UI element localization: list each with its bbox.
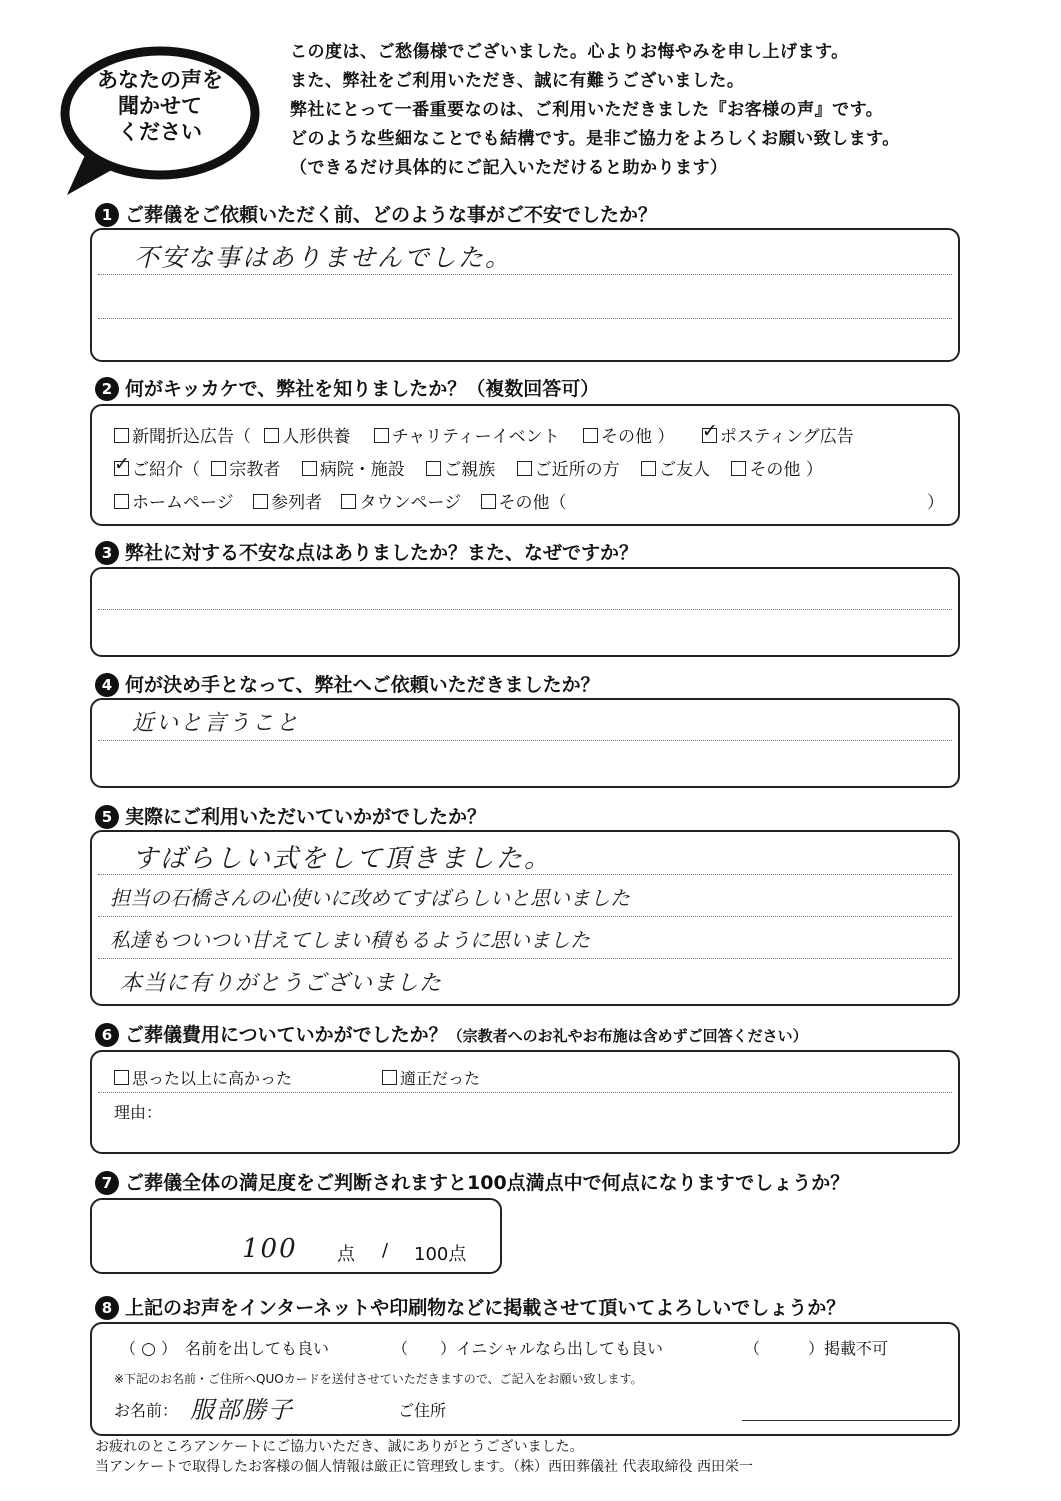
question-number: 1 bbox=[95, 203, 119, 227]
question-number: 5 bbox=[95, 805, 119, 829]
question-6-title: ご葬儀費用についていかがでしたか？ bbox=[125, 1024, 448, 1046]
question-5-heading bbox=[95, 802, 486, 829]
checkbox[interactable] bbox=[302, 461, 317, 476]
question-number: 8 bbox=[95, 1296, 119, 1320]
option-town-page[interactable]: タウンページ bbox=[341, 493, 461, 513]
bubble-line: 聞かせて bbox=[118, 94, 202, 118]
score-handwritten: 100 bbox=[242, 1234, 298, 1264]
checkbox[interactable] bbox=[641, 461, 656, 476]
checkbox[interactable] bbox=[114, 428, 129, 443]
option-neighbors[interactable]: ご近所の方 bbox=[517, 460, 620, 480]
checkbox[interactable] bbox=[341, 494, 356, 509]
option-relatives[interactable]: ご親族 bbox=[426, 460, 495, 480]
option-row-3 bbox=[114, 488, 944, 513]
question-3-heading bbox=[95, 538, 638, 565]
score-slash: / bbox=[382, 1240, 389, 1261]
question-1-answer-box[interactable] bbox=[90, 228, 960, 362]
question-number: 2 bbox=[95, 377, 119, 401]
question-number: 3 bbox=[95, 541, 119, 565]
question-7-heading bbox=[95, 1168, 849, 1195]
question-6-answer-box bbox=[90, 1050, 960, 1154]
question-number: 6 bbox=[95, 1023, 119, 1047]
question-number: 7 bbox=[95, 1171, 119, 1195]
question-6-note: （宗教者へのお礼やお布施は含めずご回答ください） bbox=[447, 1027, 808, 1045]
question-5-handwritten-line: 私達もついつい甘えてしまい積もるように思いました bbox=[110, 928, 590, 952]
answer-line bbox=[98, 274, 952, 275]
option-reasonable[interactable]: 適正だった bbox=[382, 1066, 480, 1089]
checkbox-checked[interactable] bbox=[702, 428, 717, 443]
question-8-answer-box bbox=[90, 1322, 960, 1436]
reason-field[interactable] bbox=[167, 1100, 947, 1124]
bubble-line: あなたの声を bbox=[97, 68, 223, 92]
answer-line bbox=[98, 318, 952, 319]
footer-privacy: 当アンケートで取得したお客様の個人情報は厳正に管理致します。（株）西田葬儀社 代表取締役 西田栄一 bbox=[95, 1459, 753, 1475]
question-1-heading bbox=[95, 200, 657, 227]
question-4-handwritten-answer: 近いと言うこと bbox=[132, 711, 301, 736]
checkbox[interactable] bbox=[731, 461, 746, 476]
option-not-allowed[interactable]: （ ）掲載不可 bbox=[744, 1339, 889, 1358]
checkbox[interactable] bbox=[481, 494, 496, 509]
option-clergy[interactable]: 宗教者 bbox=[211, 460, 280, 480]
question-4-heading bbox=[95, 670, 600, 697]
question-2-heading bbox=[95, 374, 599, 401]
question-6-heading bbox=[95, 1020, 808, 1047]
option-row-2 bbox=[114, 455, 823, 480]
intro-message bbox=[290, 38, 900, 183]
question-1-title: ご葬儀をご依頼いただく前、どのような事がご不安でしたか？ bbox=[125, 204, 658, 226]
question-4-answer-box[interactable] bbox=[90, 698, 960, 788]
option-other-1[interactable]: その他 ） bbox=[583, 427, 674, 447]
option-other-2[interactable]: その他 ） bbox=[731, 460, 822, 480]
question-number: 4 bbox=[95, 673, 119, 697]
option-other-3[interactable]: その他（ bbox=[481, 493, 567, 513]
checkbox[interactable] bbox=[264, 428, 279, 443]
option-doll-memorial[interactable]: 人形供養 bbox=[264, 427, 350, 447]
selected-mark: ○ bbox=[141, 1339, 156, 1359]
intro-line: 弊社にとって一番重要なのは、ご利用いただきました『お客様の声』です。 bbox=[290, 100, 884, 120]
question-8-title: 上記のお声をインターネットや印刷物などに掲載させて頂いてよろしいでしょうか？ bbox=[125, 1297, 846, 1319]
option-hospital[interactable]: 病院・施設 bbox=[302, 460, 405, 480]
question-4-title: 何が決め手となって、弊社へご依頼いただきましたか？ bbox=[125, 674, 600, 696]
name-label: お名前： bbox=[114, 1401, 179, 1420]
question-5-answer-box[interactable] bbox=[90, 830, 960, 1006]
option-attendee[interactable]: 参列者 bbox=[253, 493, 322, 513]
option-too-expensive[interactable]: 思った以上に高かった bbox=[114, 1066, 292, 1089]
option-friends[interactable]: ご友人 bbox=[641, 460, 710, 480]
option-name-ok[interactable]: （ ○ ） 名前を出しても良い bbox=[120, 1339, 330, 1359]
question-5-handwritten-line: すばらしい式をして頂きました。 bbox=[132, 844, 553, 874]
question-5-handwritten-line: 本当に有りがとうございました bbox=[120, 971, 443, 996]
intro-line: どのような些細なことでも結構です。是非ご協力をよろしくお願い致します。 bbox=[290, 129, 900, 149]
answer-line bbox=[98, 609, 952, 610]
question-5-handwritten-line: 担当の石橋さんの心使いに改めてすばらしいと思いました bbox=[110, 886, 630, 910]
name-handwritten[interactable]: 服部勝子 bbox=[190, 1396, 294, 1424]
quo-card-note: ※下記のお名前・ご住所へQUOカードを送付させていただきますので、ご記入をお願い致します。 bbox=[114, 1372, 643, 1386]
checkbox[interactable] bbox=[114, 1070, 129, 1085]
intro-line: この度は、ご愁傷様でございました。心よりお悔やみを申し上げます。 bbox=[290, 42, 849, 62]
checkbox[interactable] bbox=[114, 494, 129, 509]
option-referral[interactable]: ✓ご紹介（ bbox=[114, 460, 200, 480]
answer-line bbox=[98, 916, 952, 917]
question-3-title: 弊社に対する不安な点はありましたか？また、なぜですか？ bbox=[125, 542, 639, 564]
question-2-title: 何がキッカケで、弊社を知りましたか？（複数回答可） bbox=[125, 378, 600, 400]
option-homepage[interactable]: ホームページ bbox=[114, 493, 234, 513]
option-other-3-close: ） bbox=[927, 493, 944, 513]
answer-line bbox=[98, 1092, 952, 1093]
option-charity-event[interactable]: チャリティーイベント bbox=[374, 427, 560, 447]
checkbox[interactable] bbox=[583, 428, 598, 443]
intro-line: また、弊社をご利用いただき、誠に有難うございました。 bbox=[290, 71, 745, 91]
reason-label: 理由： bbox=[114, 1103, 163, 1122]
question-8-heading bbox=[95, 1293, 845, 1320]
address-line[interactable] bbox=[742, 1420, 952, 1421]
checkbox[interactable] bbox=[253, 494, 268, 509]
score-max: 100点 bbox=[414, 1244, 467, 1265]
bubble-text bbox=[80, 67, 240, 145]
checkbox[interactable] bbox=[382, 1070, 397, 1085]
option-newspaper[interactable]: 新聞折込広告（ bbox=[114, 427, 251, 447]
option-posting-ad[interactable]: ✓ ポスティング広告 bbox=[702, 427, 854, 447]
question-3-answer-box[interactable] bbox=[90, 567, 960, 657]
option-initials-ok[interactable]: （ ）イニシャルなら出しても良い bbox=[392, 1339, 664, 1358]
option-row-1 bbox=[114, 422, 854, 447]
speech-bubble bbox=[55, 45, 255, 185]
question-5-title: 実際にご利用いただいていかがでしたか？ bbox=[125, 806, 487, 828]
footer-thanks: お疲れのところアンケートにご協力いただき、誠にありがとうございました。 bbox=[95, 1439, 584, 1455]
checkbox-checked[interactable] bbox=[114, 461, 129, 476]
question-2-options-box bbox=[90, 404, 960, 526]
question-1-handwritten-answer: 不安な事はありませんでした。 bbox=[134, 243, 513, 272]
address-label: ご住所 bbox=[398, 1401, 447, 1420]
intro-line: （できるだけ具体的にご記入いただけると助かります） bbox=[290, 158, 728, 178]
question-7-title: ご葬儀全体の満足度をご判断されますと100点満点中で何点になりますでしょうか？ bbox=[125, 1172, 850, 1194]
answer-line bbox=[98, 740, 952, 741]
bubble-line: ください bbox=[118, 120, 202, 144]
answer-line bbox=[98, 958, 952, 959]
checkbox[interactable] bbox=[374, 428, 389, 443]
checkbox[interactable] bbox=[426, 461, 441, 476]
checkbox[interactable] bbox=[211, 461, 226, 476]
checkbox[interactable] bbox=[517, 461, 532, 476]
question-7-score-box[interactable] bbox=[90, 1198, 502, 1274]
score-unit: 点 bbox=[337, 1244, 355, 1265]
